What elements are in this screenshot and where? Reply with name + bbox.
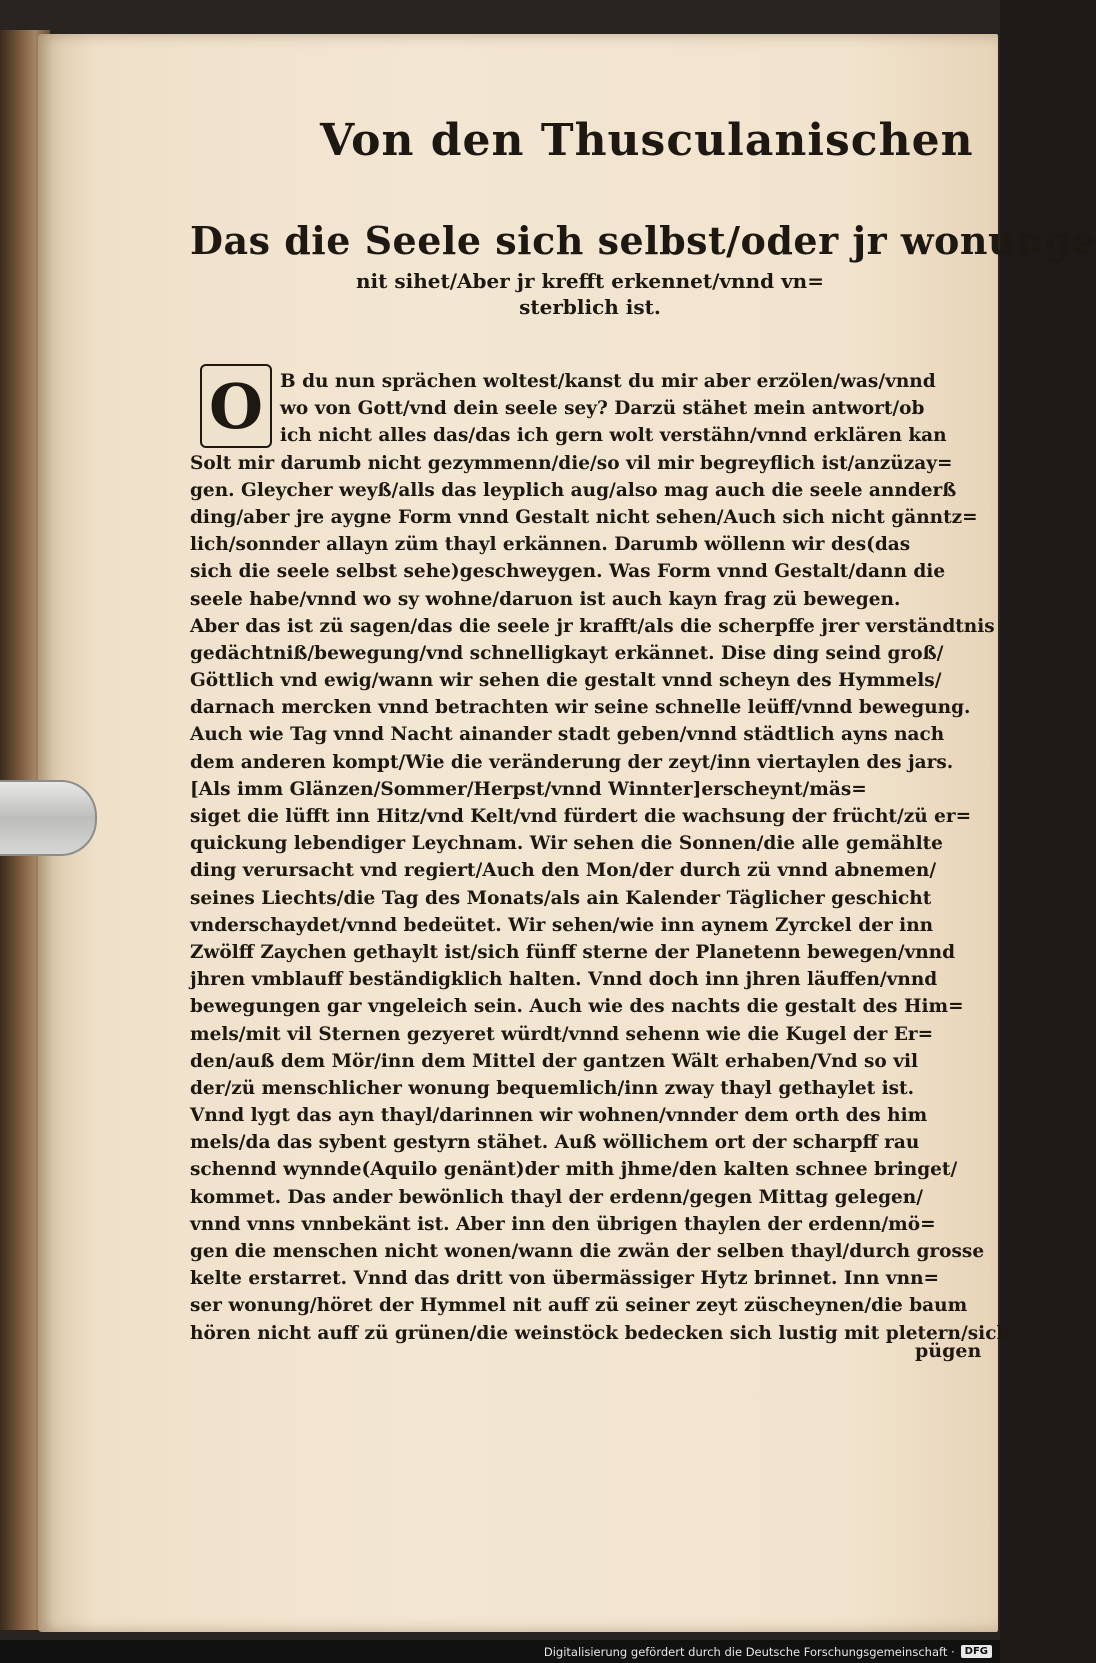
text-line: Zwölff Zaychen gethaylt ist/sich fünff sterne der Planetenn bewegen/vnnd	[190, 941, 956, 963]
subtitle-line: nit sihet/Aber jr krefft erkennet/vnnd vn=	[356, 269, 824, 293]
footer-text: Digitalisierung gefördert durch die Deutsche Forschungsgemeinschaft ·	[543, 1644, 955, 1659]
text-line: Göttlich vnd ewig/wann wir sehen die gestalt vnnd scheyn des Hymmels/	[190, 670, 942, 692]
text-line: siget die lüfft inn Hitz/vnd Kelt/vnd fürdert die wachsung der frücht/zü er=	[190, 806, 972, 827]
text-line: kelte erstarret. Vnnd das dritt von übermässiger Hytz brinnet. Inn vnn=	[190, 1268, 940, 1290]
dfg-logo-icon: DFG	[961, 1645, 992, 1658]
decorated-initial: O	[200, 364, 272, 448]
text-line: dem anderen kompt/Wie die veränderung der zeyt/inn viertaylen des jars.	[190, 751, 954, 773]
text-line: hören nicht auff zü grünen/die weinstöck bedecken sich lustig mit pletern/sich	[190, 1322, 1010, 1344]
text-line: ser wonung/höret der Hymmel nit auff zü seiner zeyt züscheynen/die baum	[190, 1295, 968, 1317]
chapter-subtitle	[190, 268, 990, 320]
text-line: jhren vmblauff beständigklich halten. Vnnd doch inn jhren läuffen/vnnd	[190, 969, 938, 991]
text-line: mels/mit vil Sternen gezyeret würdt/vnnd sehenn wie die Kugel der Er=	[190, 1023, 934, 1045]
text-line: Aber das ist zü sagen/das die seele jr krafft/als die scherpffe jrer verständtnis	[190, 615, 995, 637]
subtitle-line: sterblich ist.	[519, 295, 661, 319]
text-line: B du nun sprächen woltest/kanst du mir aber erzölen/was/vnnd	[280, 371, 936, 392]
text-line: vnderschaydet/vnnd bedeütet. Wir sehen/wie inn aynem Zyrckel der inn	[190, 914, 934, 936]
text-line: lich/sonnder allayn züm thayl erkännen. Darumb wöllenn wir des(das	[190, 534, 911, 556]
chapter-title: Das die Seele sich selbst/oder jr wonunge	[190, 218, 1096, 263]
text-line: kommet. Das ander bewönlich thayl der erdenn/gegen Mittag gelegen/	[190, 1186, 924, 1208]
text-line: Solt mir darumb nicht gezymmenn/die/so vil mir begreyflich ist/anzüzay=	[190, 452, 953, 474]
text-line: wo von Gott/vnd dein seele sey? Darzü stähet mein antwort/ob	[280, 398, 925, 420]
text-line: sich die seele selbst sehe)geschweygen. Was Form vnnd Gestalt/dann die	[190, 561, 946, 583]
text-line: Auch wie Tag vnnd Nacht ainander stadt geben/vnnd städtlich ayns nach	[190, 724, 945, 746]
text-line: der/zü menschlicher wonung bequemlich/inn zway thayl gethaylet ist.	[190, 1077, 915, 1099]
text-line: gen die menschen nicht wonen/wann die zwän der selben thayl/durch grosse	[190, 1241, 985, 1262]
text-line: ich nicht alles das/das ich gern wolt verstähn/vnnd erklären kan	[280, 425, 947, 447]
text-line: darnach mercken vnnd betrachten wir seine schnelle leüff/vnnd bewegung.	[190, 697, 971, 719]
text-line: [Als imm Glänzen/Sommer/Herpst/vnnd Winnter]erscheynt/mäs=	[190, 778, 867, 800]
digitization-footer	[0, 1640, 1000, 1663]
text-line: quickung lebendiger Leychnam. Wir sehen die Sonnen/die alle gemählte	[190, 833, 943, 855]
text-line: seines Liechts/die Tag des Monats/als ain Kalender Täglicher geschicht	[190, 887, 932, 909]
catchword: pügen	[915, 1340, 982, 1362]
text-line: gen. Gleycher weyß/alls das leyplich aug/also mag auch die seele annderß	[190, 479, 957, 501]
text-line: bewegungen gar vngeleich sein. Auch wie des nachts die gestalt des Him=	[190, 996, 964, 1018]
text-line: schennd wynnde(Aquilo genänt)der mith jhme/den kalten schnee bringet/	[190, 1159, 958, 1181]
text-line: den/auß dem Mör/inn dem Mittel der gantzen Wält erhaben/Vnd so vil	[190, 1050, 919, 1072]
text-line: ding verursacht vnd regiert/Auch den Mon/der durch zü vnnd abnemen/	[190, 860, 937, 882]
text-line: gedächtniß/bewegung/vnd schnelligkayt erkännet. Dise ding seind groß/	[190, 642, 944, 664]
text-line: mels/da das sybent gestyrn stähet. Auß wöllichem ort der scharpff rau	[190, 1132, 920, 1154]
text-line: seele habe/vnnd wo sy wohne/daruon ist auch kayn frag zü bewegen.	[190, 588, 901, 610]
page-clip	[0, 780, 97, 856]
body-text	[190, 368, 1010, 1347]
text-line: ding/aber jre aygne Form vnnd Gestalt nicht sehen/Auch sich nicht gänntz=	[190, 506, 978, 528]
text-line: vnnd vnns vnnbekänt ist. Aber inn den übrigen thaylen der erdenn/mö=	[190, 1213, 936, 1235]
text-line: Vnnd lygt das ayn thayl/darinnen wir wohnen/vnnder dem orth des him	[190, 1105, 928, 1127]
running-head: Von den Thusculanischen	[320, 115, 974, 166]
